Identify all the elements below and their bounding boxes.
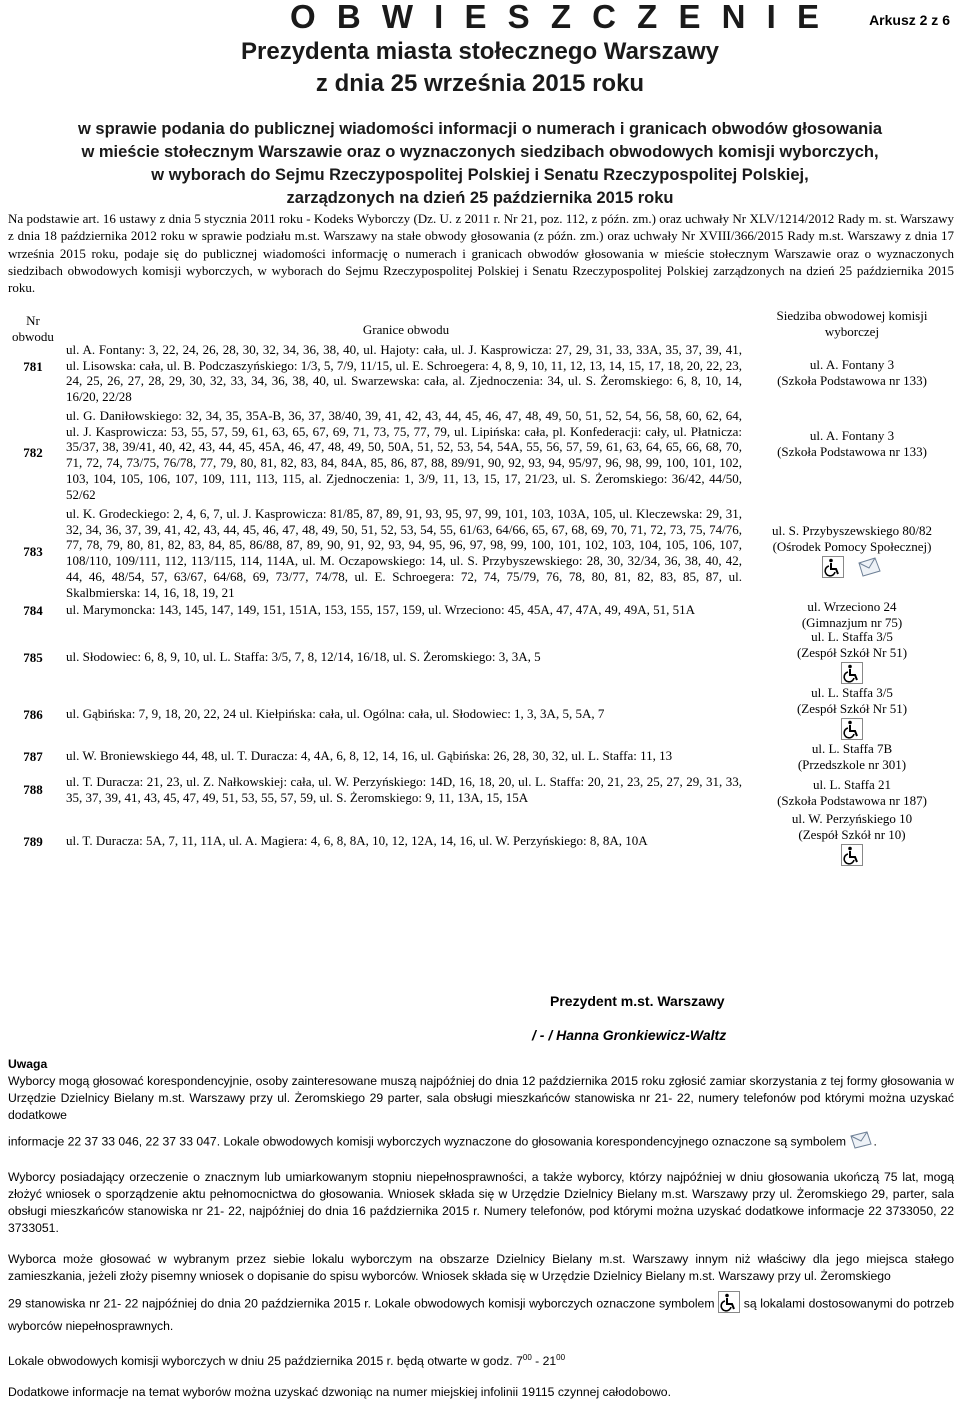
- seat-address: ul. A. Fontany 3: [809, 357, 895, 372]
- district-boundaries: ul. A. Fontany: 3, 22, 24, 26, 28, 30, 32, 34, 36, 38, 40, ul. Hajoty: cała, ul. J. Kasprowicza: 27, 29, 31, 33, 33A, 35, 37, 39, 41, ul. Lisowska: cała, ul. B. Podczaszyńskiego: 1/3, 5, 7/9, 11/15, ul. E. Schroegera: 4, 8, 9, 10, 11, 12, 13, 14, 15, 17, 18, 20, 22, 23, 24, 25, 26, 27, 28, 29, 30, 32, 33, 34, 36, 38, 40, ul. Swarzewska: cała, al. Zjednoczenia: 34, ul. S. Żeromskiego: 6, 8, 10, 14, 16/20, 22/28: [66, 342, 742, 405]
- seat-institution: (Przedszkole nr 301): [797, 756, 907, 772]
- wheelchair-icon: [841, 844, 863, 870]
- district-boundaries: ul. Słodowiec: 6, 8, 9, 10, ul. L. Staffa: 3/5, 7, 8, 12/14, 16/18, ul. S. Żeromskiego: 3, 3A, 5: [66, 649, 541, 664]
- district-number: 785: [23, 650, 43, 665]
- seat-address: ul. A. Fontany 3: [809, 428, 895, 443]
- topic-line: w mieście stołecznym Warszawie oraz o wyznaczonych siedzibach obwodowych komisji wyborczych,: [81, 143, 879, 161]
- topic-line: w wyborach do Sejmu Rzeczypospolitej Polskiej i Senatu Rzeczypospolitej Polskiej,: [151, 166, 809, 184]
- wheelchair-icon: [841, 718, 863, 744]
- note-postal-voting: Wyborcy mogą głosować korespondencyjnie, osoby zainteresowane muszą najpóźniej do dnia 12 października 2015 roku zgłosić zamiar skorzystania z tej formy głosowania w Urzędzie Dzielnicy Bielany m.st. Warszawy przy ul. Żeromskiego 29 parter, sala obsługi mieszkańców stanowiska nr 21- 22, numery telefonów pod którymi można uzyskać dodatkowe: [8, 1074, 954, 1122]
- envelope-icon: [856, 556, 882, 582]
- seat-institution: (Zespół Szkół nr 10): [798, 826, 906, 842]
- district-boundaries: ul. Gąbińska: 7, 9, 18, 20, 22, 24 ul. Kiełpińska: cała, ul. Ogólna: cała, ul. Słodowiec: 1, 3, 3A, 5, 5A, 7: [66, 706, 605, 721]
- commission-seat: [752, 599, 952, 630]
- envelope-icon: [849, 1130, 873, 1155]
- district-boundaries: ul. T. Duracza: 5A, 7, 11, 11A, ul. A. Magiera: 4, 6, 8, 8A, 10, 12, 12A, 14, 16, ul. W. Perzyńskiego: 8, 8A, 10A: [66, 833, 648, 848]
- seat-icons: [752, 557, 952, 579]
- commission-seat: [752, 741, 952, 772]
- district-number: 788: [23, 782, 43, 797]
- header-granice: Granice obwodu: [362, 322, 450, 337]
- note-text: 29 stanowiska nr 21- 22 najpóźniej do dnia 20 października 2015 r. Lokale obwodowych komisji wyborczych oznaczone symbolem: [8, 1296, 715, 1311]
- note-text: są lokalami dostosowanymi do potrzeb wyborców niepełnosprawnych.: [8, 1296, 955, 1333]
- seat-address: ul. W. Perzyńskiego 10: [791, 811, 913, 826]
- seat-institution: (Szkoła Podstawowa nr 133): [777, 443, 927, 459]
- seat-address: ul. L. Staffa 3/5: [811, 629, 893, 644]
- district-number: 786: [23, 707, 43, 722]
- header-siedziba: Siedziba obwodowej komisji wyborczej: [776, 308, 928, 339]
- header-nr: Nr obwodu: [12, 313, 54, 344]
- district-number: 781: [23, 359, 43, 374]
- note-text: - 21: [531, 1354, 557, 1369]
- commission-seat: [752, 629, 952, 685]
- seat-institution: (Zespół Szkół Nr 51): [796, 700, 908, 716]
- note-sup: 00: [556, 1353, 566, 1362]
- note-sup: 00: [522, 1353, 532, 1362]
- wheelchair-icon: [841, 662, 863, 688]
- seat-address: ul. L. Staffa 7B: [811, 741, 893, 756]
- note-text: informacje 22 37 33 046, 22 37 33 047. Lokale obwodowych komisji wyborczych wyznaczone do głosowania korespondencyjnego oznaczone są symbolem: [8, 1134, 847, 1149]
- seat-icons: [752, 663, 952, 685]
- signature-title: Prezydent m.st. Warszawy: [550, 993, 725, 1009]
- topic-line: w sprawie podania do publicznej wiadomości informacji o numerach i granicach obwodów głosowania: [77, 120, 883, 138]
- district-number: 782: [23, 445, 43, 460]
- signature-name: / - / Hanna Gronkiewicz-Waltz: [532, 1027, 727, 1043]
- note-postal-voting-contact: [8, 1130, 954, 1155]
- seat-institution: (Ośrodek Pomocy Społecznej): [772, 538, 932, 554]
- seat-institution: (Zespół Szkół Nr 51): [796, 644, 908, 660]
- district-boundaries: ul. W. Broniewskiego 44, 48, ul. T. Duracza: 4, 4A, 6, 8, 12, 14, 16, ul. Gąbińska: 26, 28, 30, 32, ul. L. Staffa: 11, 13: [66, 748, 673, 763]
- district-number: 784: [23, 603, 43, 618]
- district-boundaries: ul. Marymoncka: 143, 145, 147, 149, 151, 151A, 153, 155, 157, 159, ul. Wrzeciono: 45, 45A, 47, 47A, 49, 49A, 51, 51A: [66, 602, 695, 617]
- issuer-title: Prezydenta miasta stołecznego Warszawy: [241, 38, 719, 65]
- seat-address: ul. Wrzeciono 24: [807, 599, 897, 614]
- seat-address: ul. L. Staffa 3/5: [811, 685, 893, 700]
- district-boundaries: ul. K. Grodeckiego: 2, 4, 6, 7, ul. J. Kasprowicza: 81/85, 87, 89, 91, 93, 95, 97, 99, 101, 103, 103A, 105, ul. Kleczewska: 29, 31, 32, 34, 36, 37, 39, 41, 42, 43, 44, 45, 46, 47, 48, 49, 50, 51, 52, 53, 54, 55, 61/63, 64/66, 65, 67, 68, 69, 70, 71, 72, 73, 75, 74/76, 77, 78, 79, 80, 81, 82, 83, 84, 85, 86/88, 87, 89, 90, 91, 92, 93, 94, 95, 96, 97, 98, 99, 100, 101, 102, 103, 104, 105, 106, 107, 108/110, 109/111, 112, 113/115, 114, 114A, ul. M. Oczapowskiego: 14, ul. S. Przybyszewskiego: 28, 30, 32/34, 36, 38, 40, 42, 44, 46, 48/54, 57, 63/67, 64/68, 69, 73/77, 74/78, ul. E. Schroegera: 72, 74, 75/79, 76, 78, 80, 81, 82, 83, 85, 87, ul. Skalbmierska: 14, 16, 18, 19, 21: [66, 506, 742, 600]
- commission-seat: [752, 357, 952, 388]
- commission-seat: [752, 811, 952, 867]
- wheelchair-icon: [822, 556, 844, 582]
- issue-date: z dnia 25 września 2015 roku: [315, 70, 645, 97]
- district-number: 789: [23, 834, 43, 849]
- seat-institution: (Szkoła Podstawowa nr 187): [777, 792, 927, 808]
- commission-seat: [752, 685, 952, 741]
- note-text-end: .: [873, 1134, 877, 1149]
- notes-title: Uwaga: [8, 1057, 48, 1071]
- note-hotline: Dodatkowe informacje na temat wyborów można uzyskać dzwoniąc na numer miejskiej infolinii 19115 czynnej całodobowo.: [8, 1385, 671, 1400]
- topic-heading: [0, 118, 960, 210]
- seat-icons: [752, 845, 952, 867]
- legal-preamble: Na podstawie art. 16 ustawy z dnia 5 stycznia 2011 roku - Kodeks Wyborczy (Dz. U. z 2011 r. Nr 21, poz. 112, z późn. zm.) oraz uchwały Nr XLV/1214/2012 Rady m. st. Warszawy z dnia 18 października 2012 roku w sprawie podziału m.st. Warszawy na stałe obwody głosowania (z późn. zm.) oraz uchwały Nr XVIII/366/2015 Rady m.st. Warszawy z dnia 17 września 2015 roku, podaje się do publicznej wiadomości informację o numerach i granicach obwodów głosowania w mieście stołecznym Warszawie oraz o wyznaczonych siedzibach obwodowych komisji wyborczych, w wyborach do Sejmu Rzeczypospolitej Polskiej i Senatu Rzeczypospolitej Polskiej zarządzonych na dzień 25 października 2015 roku.: [8, 211, 954, 296]
- document-title: O B W I E S Z C Z E N I E: [290, 0, 826, 35]
- seat-institution: (Gimnazjum nr 75): [801, 614, 903, 630]
- commission-seat: [752, 523, 952, 579]
- district-number: 783: [23, 544, 43, 559]
- sheet-number: Arkusz 2 z 6: [869, 12, 950, 28]
- seat-address: ul. L. Staffa 21: [812, 777, 892, 792]
- seat-institution: (Szkoła Podstawowa nr 133): [777, 372, 927, 388]
- district-number: 787: [23, 749, 43, 764]
- seat-address: ul. S. Przybyszewskiego 80/82: [772, 523, 932, 538]
- notes-section: [8, 1056, 954, 1401]
- note-proxy-voting: Wyborcy posiadający orzeczenie o znacznym lub umiarkowanym stopniu niepełnosprawności, a także wyborcy, którzy najpóźniej w dniu głosowania ukończą 75 lat, mogą złożyć wniosek o sporządzenie aktu pełnomocnictwa do głosowania. Wniosek składa się w Urzędzie Dzielnicy Bielany m.st. Warszawy przy ul. Żeromskiego 29, parter, sala obsługi mieszkańców stanowiska nr 21- 22, najpóźniej do dnia 16 października 2015 r. Numery telefonów, pod którymi można uzyskać dodatkowe informacje 22 3733050, 22 3733051.: [8, 1170, 954, 1235]
- note-other-location: Wyborca może głosować w wybranym przez siebie lokalu wyborczym na obszarze Dzielnicy Bielany m.st. Warszawy innym niż właściwy dla jego miejsca stałego zamieszkania, jeżeli złoży pisemny wniosek o dopisanie do spisu wyborców. Wniosek składa się w Urzędzie Dzielnicy Bielany m.st. Warszawy przy ul. Żeromskiego: [8, 1252, 954, 1283]
- commission-seat: [752, 777, 952, 808]
- seat-icons: [752, 719, 952, 741]
- district-boundaries: ul. T. Duracza: 21, 23, ul. Z. Nałkowskiej: cała, ul. W. Perzyńskiego: 14D, 16, 18, 20, ul. L. Staffa: 20, 21, 23, 25, 27, 29, 31, 33, 35, 37, 39, 41, 43, 45, 47, 49, 51, 53, 55, 57, 59, ul. S. Żeromskiego: 9, 11, 13A, 15, 15A: [66, 774, 742, 805]
- topic-line: zarządzonych na dzień 25 października 2015 roku: [286, 189, 674, 207]
- note-accessibility: [8, 1291, 954, 1335]
- commission-seat: [752, 428, 952, 459]
- wheelchair-icon: [718, 1291, 740, 1318]
- signature-block: [532, 984, 727, 1052]
- note-text: Lokale obwodowych komisji wyborczych w dniu 25 października 2015 r. będą otwarte w godz. 7: [8, 1354, 523, 1369]
- district-boundaries: ul. G. Daniłowskiego: 32, 34, 35, 35A-B, 36, 37, 38/40, 39, 41, 42, 43, 44, 45, 46, 47, 48, 49, 50, 51, 52, 54, 56, 58, 60, 62, 64, ul. J. Kasprowicza: 53, 55, 57, 59, 61, 63, 65, 67, 69, 71, 73, 75, 77, 79, ul. Lipińska: cała, pl. Konfederacji: cały, ul. Płatnicza: 35/37, 38, 39/41, 40, 42, 43, 44, 45, 45A, 46, 47, 48, 49, 50, 50A, 51, 52, 53, 54, 54A, 55, 56, 57, 59, 61, 63, 64, 65, 66, 68, 70, 71, 72, 74, 73/75, 76/78, 77, 79, 80, 81, 82, 83, 84, 84A, 85, 86, 87, 88, 89/91, 90, 92, 93, 94, 95/97, 96, 98, 99, 100, 101, 102, 103, 104, 105, 106, 107, 109, 111, 113, 115, al. Zjednoczenia: 1, 3/9, 11, 13, 15, 17, 21/23, ul. S. Żeromskiego: 36/42, 44/50, 52/62: [66, 408, 742, 502]
